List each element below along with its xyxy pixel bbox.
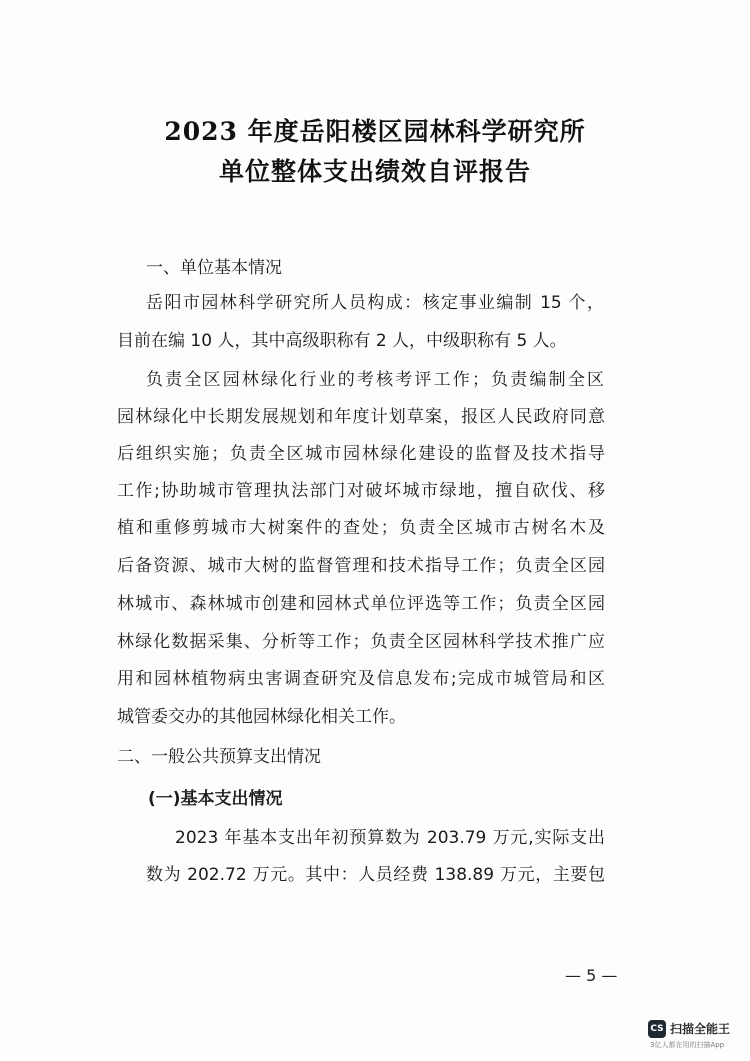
watermark-slogan: 3亿人都在用的扫描App [650, 1041, 725, 1049]
paragraph-2-line: 后备资源、城市大树的监督管理和技术指导工作；负责全区园 [117, 556, 605, 576]
paragraph-2-line: 后组织实施；负责全区城市园林绿化建设的监督及技术指导 [117, 444, 605, 464]
scanner-watermark [648, 1018, 744, 1052]
paragraph-2-line: 用和园林植物病虫害调查研究及信息发布;完成市城管局和区 [117, 669, 605, 689]
paragraph-3-line: 2023 年基本支出年初预算数为 203.79 万元,实际支出 [175, 828, 605, 848]
page-number: — 5 — [565, 966, 618, 985]
document-title-line-1: 2023 年度岳阳楼区园林科学研究所 [164, 117, 586, 146]
paragraph-2-line: 城管委交办的其他园林绿化相关工作。 [117, 707, 406, 727]
subsection-1-heading: (一)基本支出情况 [148, 789, 283, 809]
paragraph-1-line: 目前在编 10 人，其中高级职称有 2 人，中级职称有 5 人。 [117, 331, 567, 351]
paragraph-2-line: 工作;协助城市管理执法部门对破坏城市绿地，擅自砍伐、移 [117, 481, 605, 501]
camscanner-logo-icon: CS [648, 1020, 666, 1038]
paragraph-2-line: 负责全区园林绿化行业的考核考评工作；负责编制全区 [146, 370, 604, 390]
section-2-heading: 二、一般公共预算支出情况 [117, 747, 321, 767]
section-1-heading: 一、单位基本情况 [146, 258, 282, 278]
paragraph-2-line: 林绿化数据采集、分析等工作；负责全区园林科学技术推广应 [117, 632, 605, 652]
paragraph-3-line: 数为 202.72 万元。其中：人员经费 138.89 万元，主要包 [146, 865, 605, 885]
paragraph-2-line: 林城市、森林城市创建和园林式单位评选等工作；负责全区园 [117, 594, 605, 614]
watermark-app-name: 扫描全能王 [670, 1022, 731, 1036]
paragraph-2-line: 园林绿化中长期发展规划和年度计划草案，报区人民政府同意 [117, 407, 605, 427]
paragraph-2-line: 植和重修剪城市大树案件的查处；负责全区城市古树名木及 [117, 518, 605, 538]
paragraph-1-line: 岳阳市园林科学研究所人员构成：核定事业编制 15 个， [146, 293, 604, 313]
document-title-line-2: 单位整体支出绩效自评报告 [218, 157, 531, 186]
